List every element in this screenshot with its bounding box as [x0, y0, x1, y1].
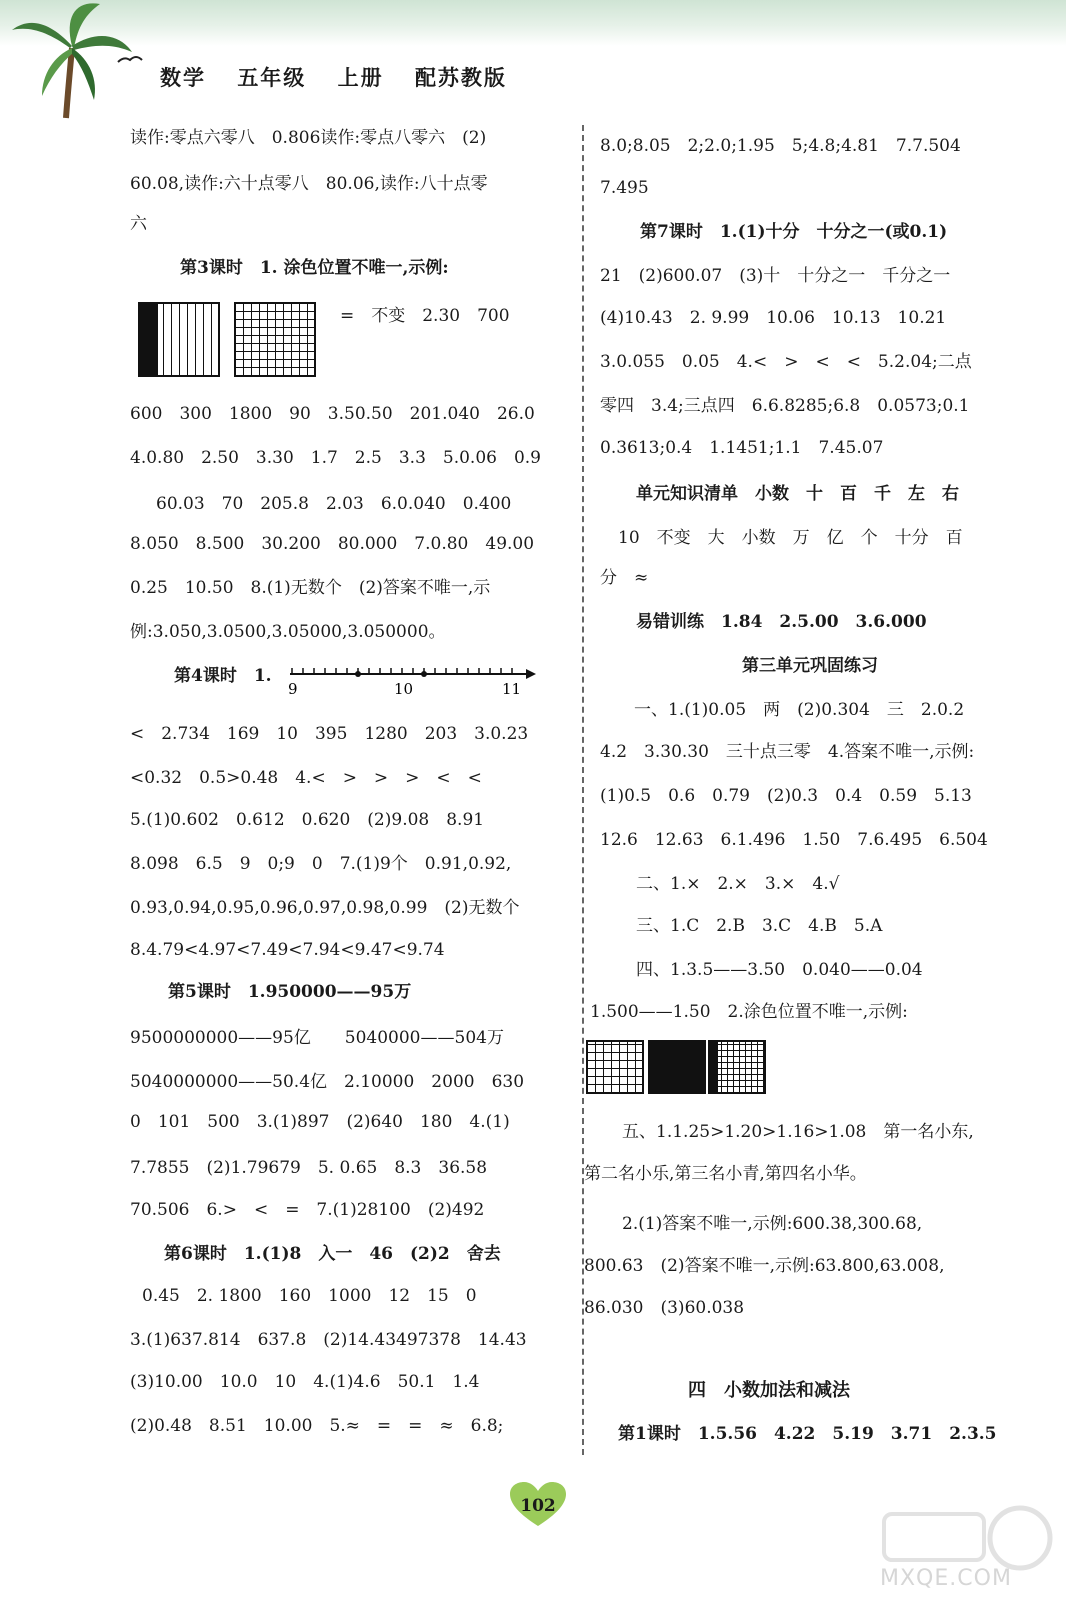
- answer-line: 8.050 8.500 30.200 80.000 7.0.80 49.00: [130, 534, 535, 554]
- shaded-grid-figure: [586, 1040, 644, 1094]
- answer-line: 7.7855 (2)1.79679 5. 0.65 8.3 36.58: [130, 1158, 488, 1178]
- answer-line: 4.2 3.30.30 三十点三零 4.答案不唯一,示例:: [600, 742, 975, 762]
- answer-line: 分 ≈: [600, 568, 649, 588]
- answer-line: (4)10.43 2. 9.99 10.06 10.13 10.21: [600, 308, 947, 328]
- page-number-badge: [508, 1482, 568, 1528]
- answer-line: 五、1.1.25>1.20>1.16>1.08 第一名小东,: [622, 1122, 974, 1142]
- answer-line: 8.0;8.05 2;2.0;1.95 5;4.8;4.81 7.7.504: [600, 136, 961, 156]
- answer-line: 零四 3.4;三点四 6.6.8285;6.8 0.0573;0.1: [600, 396, 970, 416]
- answer-line: 二、1.× 2.× 3.× 4.√: [636, 874, 840, 894]
- lesson-6-heading: 第6课时 1.(1)8 入一 46 (2)2 舍去: [164, 1244, 501, 1264]
- answer-line: 0.45 2. 1800 160 1000 12 15 0: [142, 1286, 477, 1306]
- answer-line: 7.495: [600, 178, 649, 198]
- answer-line: 0.93,0.94,0.95,0.96,0.97,0.98,0.99 (2)无数个: [130, 898, 520, 918]
- answer-line: < 2.734 169 10 395 1280 203 3.0.23: [130, 724, 529, 744]
- answer-line: (3)10.00 10.0 10 4.(1)4.6 50.1 1.4: [130, 1372, 480, 1392]
- grade-label: 五年级: [237, 65, 307, 90]
- answer-line: 12.6 12.63 6.1.496 1.50 7.6.495 6.504: [600, 830, 988, 850]
- answer-line: 8.098 6.5 9 0;9 0 7.(1)9个 0.91,0.92,: [130, 854, 512, 874]
- number-line-label-11: 11: [502, 680, 522, 698]
- answer-line: <0.32 0.5>0.48 4.< > > > < <: [130, 768, 482, 788]
- lesson-1-heading: 第1课时 1.5.56 4.22 5.19 3.71 2.3.5: [618, 1424, 997, 1444]
- lesson-5-heading: 第5课时 1.950000——95万: [168, 982, 412, 1002]
- answer-line: 例:3.050,3.0500,3.05000,3.050000。: [130, 622, 446, 642]
- answer-line: 60.03 70 205.8 2.03 6.0.040 0.400: [156, 494, 512, 514]
- answer-line: 21 (2)600.07 (3)十 十分之一 千分之一: [600, 266, 951, 286]
- lesson-3-heading: 第3课时 1. 涂色位置不唯一,示例:: [180, 258, 449, 278]
- answer-line: 一、1.(1)0.05 两 (2)0.304 三 2.0.2: [634, 700, 965, 720]
- answer-line: 86.030 (3)60.038: [584, 1298, 745, 1318]
- answer-line: 5040000000——50.4亿 2.10000 2000 630: [130, 1072, 525, 1092]
- answer-line: 四、1.3.5——3.50 0.040——0.04: [636, 960, 923, 980]
- watermark-text: MXQE.COM: [880, 1566, 1012, 1591]
- chapter-4-title: 四 小数加法和减法: [688, 1380, 850, 1401]
- answer-line: 读作:零点六零八 0.806读作:零点八零六 (2): [130, 128, 487, 148]
- shaded-hundredths-figure: [234, 302, 316, 377]
- answer-line: 5.(1)0.602 0.612 0.620 (2)9.08 8.91: [130, 810, 485, 830]
- answer-line: 10 不变 大 小数 万 亿 个 十分 百: [618, 528, 963, 548]
- answer-line: 3.0.055 0.05 4.< > < < 5.2.04;二点: [600, 352, 972, 372]
- answer-line: 0.25 10.50 8.(1)无数个 (2)答案不唯一,示: [130, 578, 491, 598]
- shaded-tenths-figure: [138, 302, 220, 377]
- answer-line: (1)0.5 0.6 0.79 (2)0.3 0.4 0.59 5.13: [600, 786, 972, 806]
- answer-line: 六: [130, 214, 147, 234]
- answer-line: 三、1.C 2.B 3.C 4.B 5.A: [636, 916, 883, 936]
- subject-label: 数学: [160, 65, 206, 90]
- edition-label: 配苏教版: [414, 65, 507, 90]
- answer-line: 8.4.79<4.97<7.49<7.94<9.47<9.74: [130, 940, 445, 960]
- fully-shaded-figure: [648, 1040, 706, 1094]
- book-title: [160, 62, 529, 92]
- answer-line: 第二名小乐,第三名小青,第四名小华。: [584, 1164, 867, 1184]
- error-training-heading: 易错训练 1.84 2.5.00 3.6.000: [636, 612, 927, 632]
- partially-shaded-figure: [708, 1040, 766, 1094]
- page-number: 102: [520, 1496, 556, 1516]
- number-line-figure: [286, 660, 536, 700]
- answer-line: 9500000000——95亿 5040000——504万: [130, 1028, 504, 1048]
- header-decoration-band: [0, 0, 1066, 46]
- unit-knowledge-list: 单元知识清单 小数 十 百 千 左 右: [636, 484, 959, 504]
- answer-line: 800.63 (2)答案不唯一,示例:63.800,63.008,: [584, 1256, 945, 1276]
- number-line-label-9: 9: [288, 680, 298, 698]
- answer-line: 0 101 500 3.(1)897 (2)640 180 4.(1): [130, 1112, 510, 1132]
- number-line-label-10: 10: [394, 680, 414, 698]
- unit-3-review-title: 第三单元巩固练习: [742, 656, 878, 676]
- answer-line: = 不变 2.30 700: [340, 306, 510, 326]
- answer-line: 3.(1)637.814 637.8 (2)14.43497378 14.43: [130, 1330, 527, 1350]
- answer-line: 70.506 6.> < = 7.(1)28100 (2)492: [130, 1200, 485, 1220]
- palm-tree-icon: [8, 0, 158, 120]
- answer-line: 1.500——1.50 2.涂色位置不唯一,示例:: [590, 1002, 908, 1022]
- answer-line: 4.0.80 2.50 3.30 1.7 2.5 3.3 5.0.06 0.9: [130, 448, 541, 468]
- volume-label: 上册: [337, 65, 384, 90]
- answer-line: 60.08,读作:六十点零八 80.06,读作:八十点零: [130, 174, 488, 194]
- answer-line: 600 300 1800 90 3.50.50 201.040 26.0: [130, 404, 535, 424]
- lesson-7-heading: 第7课时 1.(1)十分 十分之一(或0.1): [640, 222, 948, 242]
- answer-line: (2)0.48 8.51 10.00 5.≈ = = ≈ 6.8;: [130, 1416, 504, 1436]
- answer-line: 0.3613;0.4 1.1451;1.1 7.45.07: [600, 438, 884, 458]
- lesson-4-heading: 第4课时 1.: [174, 666, 272, 686]
- answer-line: 2.(1)答案不唯一,示例:600.38,300.68,: [622, 1214, 923, 1234]
